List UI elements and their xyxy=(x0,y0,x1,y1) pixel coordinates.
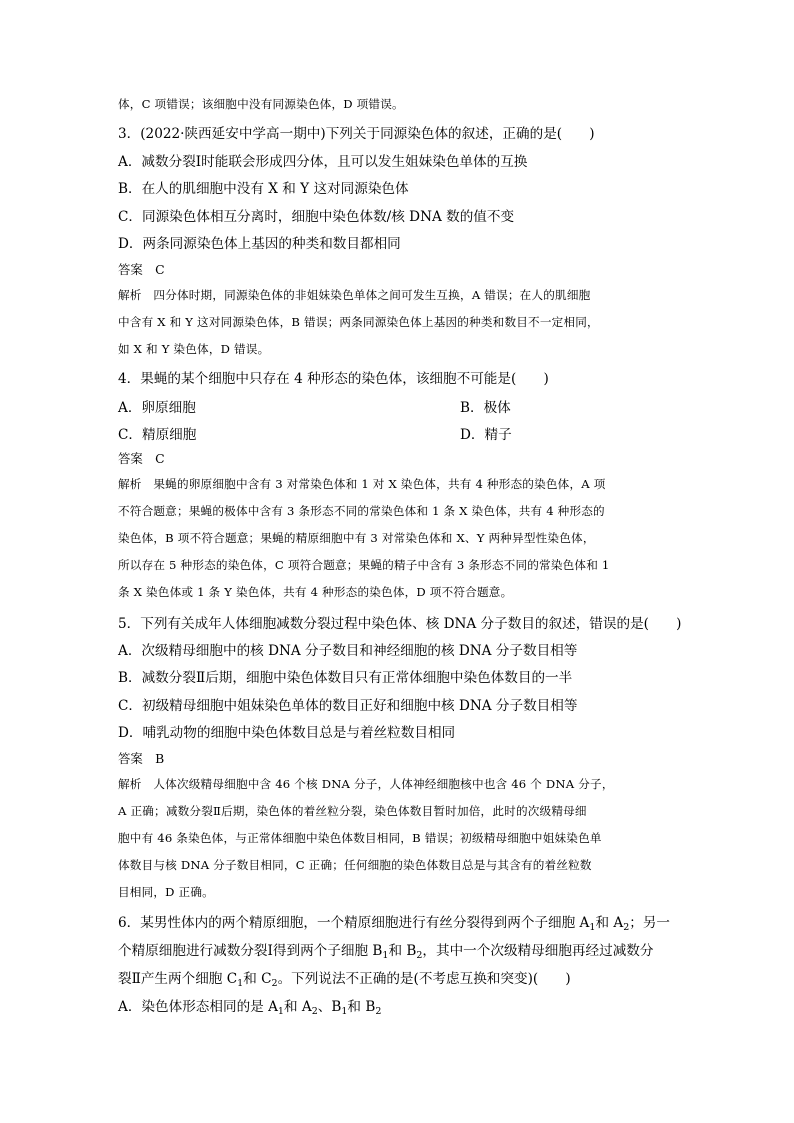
subscript: 2 xyxy=(623,921,630,933)
explanation-line: 体，C 项错误；该细胞中没有同源染色体，D 项错误。 xyxy=(118,97,404,111)
question-line: 3．(2022·陕西延安中学高一期中)下列关于同源染色体的叙述，正确的是( ) xyxy=(118,126,595,142)
question-line: A．减数分裂Ⅰ时能联会形成四分体，且可以发生姐妹染色单体的互换 xyxy=(118,154,528,170)
explanation-line: 所以存在 5 种形态的染色体，C 项符合题意；果蝇的精子中含有 3 条形态不同的常染色体和 1 xyxy=(118,558,610,572)
explanation-line: 目相同，D 正确。 xyxy=(118,885,214,899)
subscript: 1 xyxy=(382,949,389,961)
q6-text: ；另一 xyxy=(629,915,671,931)
subscript: 1 xyxy=(341,1005,348,1017)
subscript: 1 xyxy=(277,1005,284,1017)
q6-text: 和 A xyxy=(283,999,312,1015)
q4-option-a: A．卵原细胞 xyxy=(118,400,196,416)
question-line: B．在人的肌细胞中没有 X 和 Y 这对同源染色体 xyxy=(118,181,409,197)
question-line: 5．下列有关成年人体细胞减数分裂过程中染色体、核 DNA 分子数目的叙述，错误的是( ) xyxy=(118,616,682,632)
q6-text: A．染色体形态相同的是 A xyxy=(118,999,278,1015)
question-line: 4．果蝇的某个细胞中只存在 4 种形态的染色体，该细胞不可能是( ) xyxy=(118,371,549,387)
subscript: 2 xyxy=(311,1005,318,1017)
subscript: 1 xyxy=(589,921,596,933)
q6-text: 。下列说法不正确的是(不考虑互换和突变)( ) xyxy=(277,971,571,987)
question-line: C．初级精母细胞中姐妹染色单体的数目正好和细胞中核 DNA 分子数目相等 xyxy=(118,698,578,714)
q6-text: 和 B xyxy=(347,999,376,1015)
q6-line-1 xyxy=(118,911,670,931)
q6-option-a xyxy=(118,995,381,1015)
explanation-line: 解析 果蝇的卵原细胞中含有 3 对常染色体和 1 对 X 染色体，共有 4 种形态的染色体，A 项 xyxy=(118,477,606,491)
explanation-line: 体数目与核 DNA 分子数目相同，C 正确；任何细胞的染色体数目总是与其含有的着丝粒数 xyxy=(118,858,592,872)
q4-option-c: C．精原细胞 xyxy=(118,427,197,443)
explanation-line: 不符合题意；果蝇的极体中含有 3 条形态不同的常染色体和 1 条 X 染色体，共有 4 种形态的 xyxy=(118,504,605,518)
explanation-line: A 正确；减数分裂Ⅱ后期，染色体的着丝粒分裂，染色体数目暂时加倍，此时的次级精母细 xyxy=(118,804,587,818)
q4-option-d: D．精子 xyxy=(460,427,512,443)
question-line: B．减数分裂Ⅱ后期，细胞中染色体数目只有正常体细胞中染色体数目的一半 xyxy=(118,670,573,686)
q6-text: 、B xyxy=(317,999,342,1015)
q4-option-b: B．极体 xyxy=(460,400,511,416)
explanation-line: 解析 人体次级精母细胞中含 46 个核 DNA 分子，人体神经细胞核中也含 46 个 DNA 分子， xyxy=(118,777,614,791)
subscript: 1 xyxy=(237,977,244,989)
answer-line: 答案 B xyxy=(118,751,165,766)
question-line: D．两条同源染色体上基因的种类和数目都相同 xyxy=(118,236,401,252)
q6-text: 和 B xyxy=(388,943,417,959)
subscript: 2 xyxy=(375,1005,382,1017)
question-line: D．哺乳动物的细胞中染色体数目总是与着丝粒数目相同 xyxy=(118,725,456,741)
q4-options-row-2 xyxy=(118,423,512,443)
q4-options-row-1 xyxy=(118,396,511,416)
q6-text: 6．某男性体内的两个精原细胞，一个精原细胞进行有丝分裂得到两个子细胞 A xyxy=(118,915,590,931)
explanation-line: 如 X 和 Y 染色体，D 错误。 xyxy=(118,342,270,356)
q6-line-3 xyxy=(118,967,571,987)
subscript: 2 xyxy=(271,977,278,989)
answer-line: 答案 C xyxy=(118,262,165,277)
subscript: 2 xyxy=(416,949,423,961)
answer-line: 答案 C xyxy=(118,451,165,466)
explanation-line: 胞中有 46 条染色体，与正常体细胞中染色体数目相同，B 错误；初级精母细胞中姐妹染色单 xyxy=(118,831,602,845)
q6-text: ，其中一个次级精母细胞再经过减数分 xyxy=(422,943,654,959)
q6-text: 个精原细胞进行减数分裂Ⅰ得到两个子细胞 B xyxy=(118,943,383,959)
q6-line-2 xyxy=(118,939,654,959)
question-line: C．同源染色体相互分离时，细胞中染色体数/核 DNA 数的值不变 xyxy=(118,209,515,225)
q6-text: 裂Ⅱ产生两个细胞 C xyxy=(118,971,238,987)
explanation-line: 中含有 X 和 Y 这对同源染色体，B 错误；两条同源染色体上基因的种类和数目不一定相同， xyxy=(118,315,599,329)
q6-text: 和 A xyxy=(595,915,624,931)
question-line: A．次级精母细胞中的核 DNA 分子数目和神经细胞的核 DNA 分子数目相等 xyxy=(118,643,578,659)
explanation-line: 染色体，B 项不符合题意；果蝇的精原细胞中有 3 对常染色体和 X、Y 两种异型性染色体， xyxy=(118,531,595,545)
q6-text: 和 C xyxy=(243,971,272,987)
explanation-line: 解析 四分体时期，同源染色体的非姐妹染色单体之间可发生互换，A 错误；在人的肌细胞 xyxy=(118,288,591,302)
explanation-line: 条 X 染色体或 1 条 Y 染色体，共有 4 种形态的染色体，D 项不符合题意。 xyxy=(118,585,513,599)
